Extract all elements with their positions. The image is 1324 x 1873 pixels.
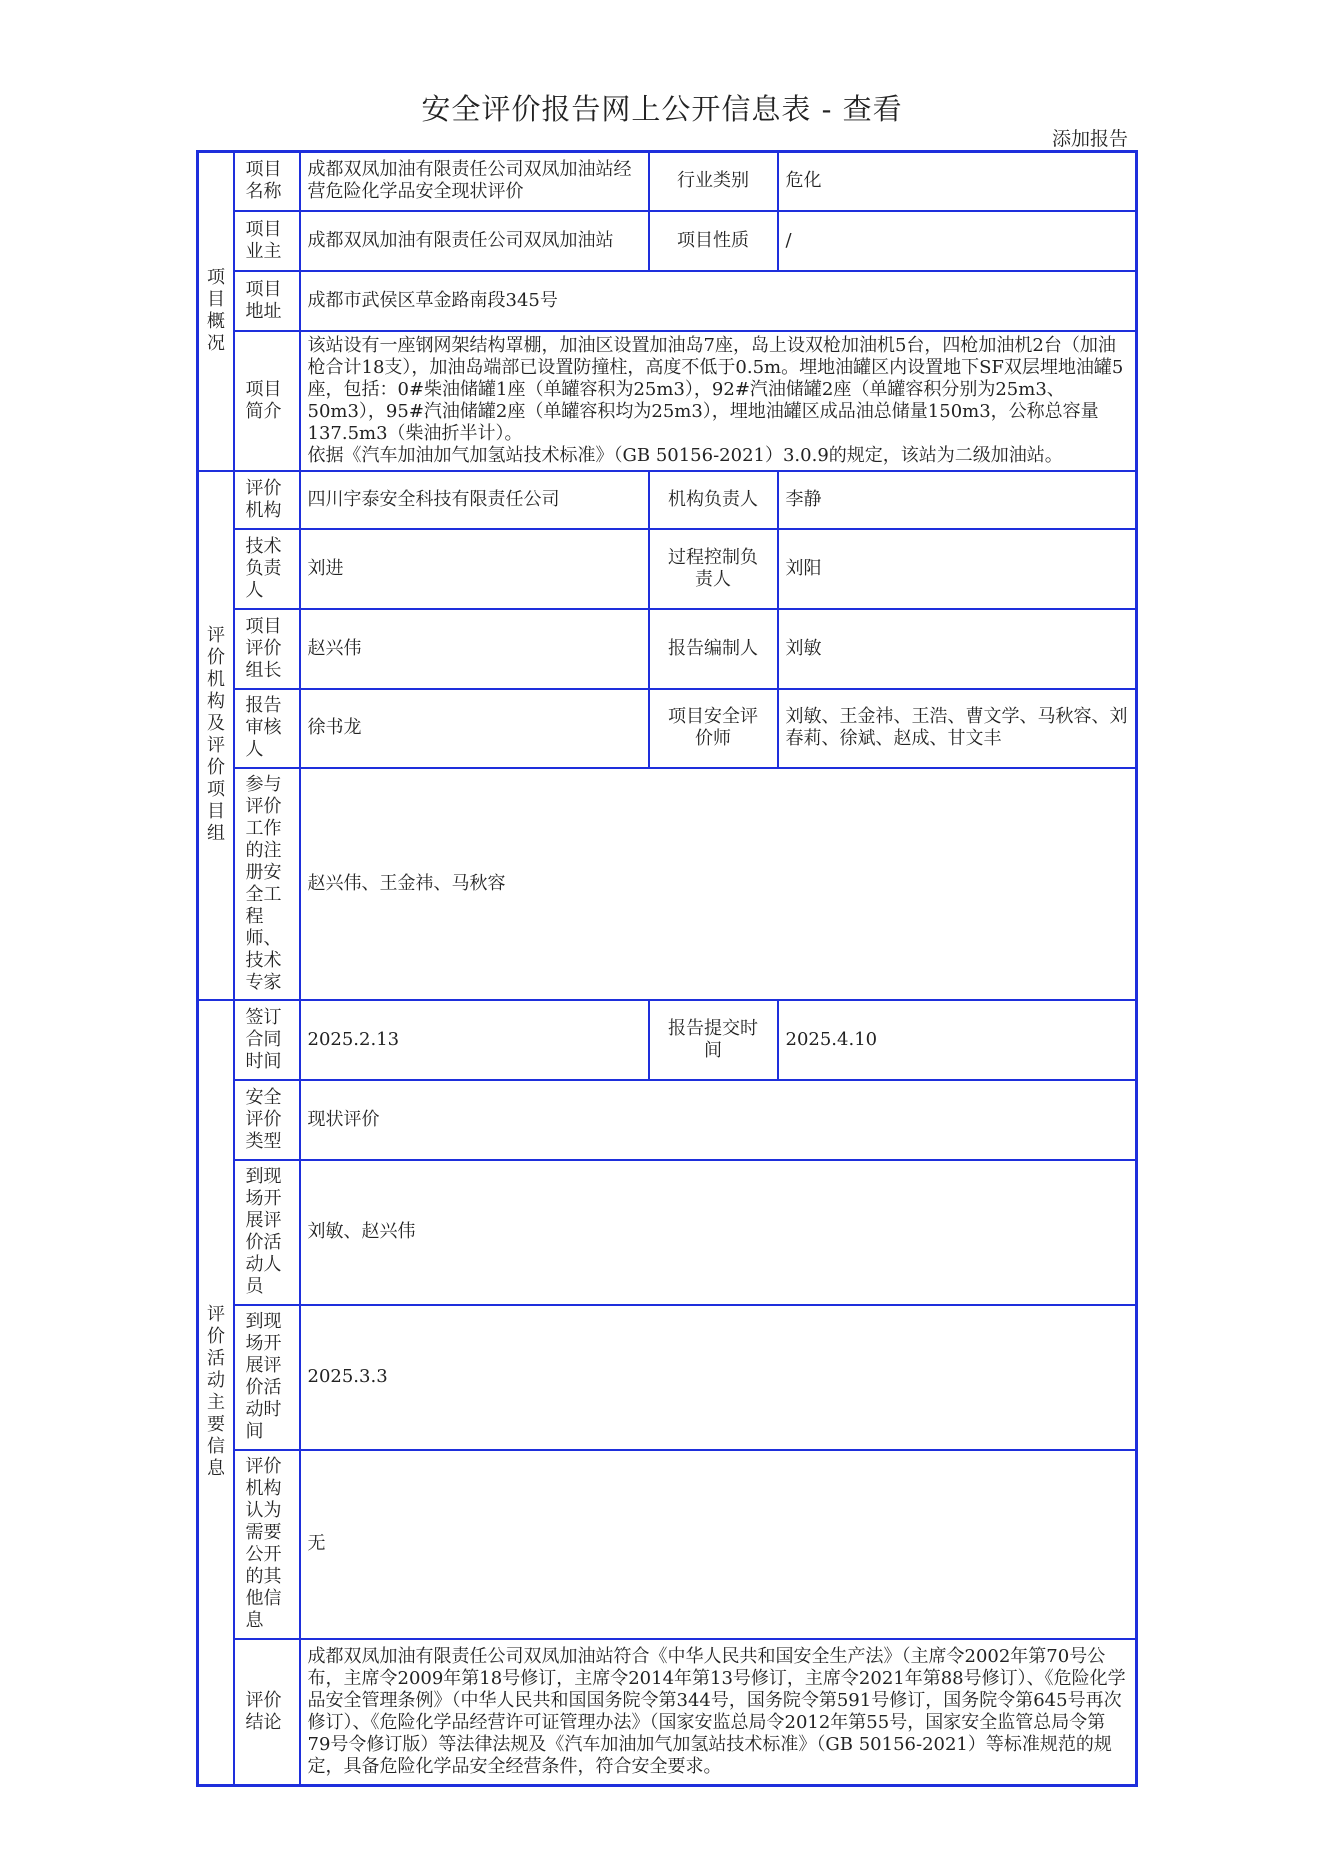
label-engineers: 参与评价工作的注册安全工程师、技术专家 [234, 768, 300, 1000]
label-agency: 评价机构 [234, 471, 300, 529]
info-table [196, 150, 1138, 1787]
row-agency [198, 471, 1137, 529]
row-conclusion [198, 1639, 1137, 1786]
value-project-name: 成都双凤加油有限责任公司双凤加油站经营危险化学品安全现状评价 [300, 152, 649, 211]
value-other-info: 无 [300, 1450, 1137, 1639]
row-team-leader [198, 609, 1137, 689]
row-tech-head [198, 529, 1137, 609]
value-report-author: 刘敏 [778, 609, 1137, 689]
value-site-date: 2025.3.3 [300, 1305, 1137, 1450]
value-industry: 危化 [778, 152, 1137, 211]
add-report-link[interactable]: 添加报告 [1052, 128, 1129, 150]
value-nature: / [778, 211, 1137, 271]
value-site-staff: 刘敏、赵兴伟 [300, 1160, 1137, 1305]
row-owner [198, 211, 1137, 271]
intro-paragraph-2: 依据《汽车加油加气加氢站技术标准》（GB 50156-2021）3.0.9的规定，该站为二级加油站。 [307, 444, 1063, 466]
row-address [198, 271, 1137, 331]
row-site-staff [198, 1160, 1137, 1305]
value-address: 成都市武侯区草金路南段345号 [300, 271, 1137, 331]
section-activity: 评价活动主要信息 [198, 1000, 234, 1786]
label-site-staff: 到现场开展评价活动人员 [234, 1160, 300, 1305]
label-owner: 项目业主 [234, 211, 300, 271]
value-submit-date: 2025.4.10 [778, 1000, 1137, 1080]
label-report-author: 报告编制人 [649, 609, 778, 689]
label-evaluators: 项目安全评价师 [649, 689, 778, 768]
label-site-date: 到现场开展评价活动时间 [234, 1305, 300, 1450]
row-engineers [198, 768, 1137, 1000]
label-address: 项目地址 [234, 271, 300, 331]
label-other-info: 评价机构认为需要公开的其他信息 [234, 1450, 300, 1639]
row-project-name [198, 152, 1137, 211]
value-agency: 四川宇泰安全科技有限责任公司 [300, 471, 649, 529]
row-reviewer [198, 689, 1137, 768]
value-conclusion: 成都双凤加油有限责任公司双凤加油站符合《中华人民共和国安全生产法》（主席令2002年第70号公布，主席令2009年第18号修订，主席令2014年第13号修订，主席令2021年第88号修订）、《危险化学品安全管理条例》（中华人民共和国国务院令第344号，国务院令第591号修订，国务院令第645号再次修订）、《危险化学品经营许可证管理办法》（国家安监总局令2012年第55号，国家安全监管总局令第79号令修订版）等法律法规及《汽车加油加气加氢站技术标准》（GB 50156-2021）等标准规范的规定，具备危险化学品安全经营条件，符合安全要求。 [300, 1639, 1137, 1786]
value-owner: 成都双凤加油有限责任公司双凤加油站 [300, 211, 649, 271]
label-eval-type: 安全评价类型 [234, 1080, 300, 1160]
label-nature: 项目性质 [649, 211, 778, 271]
label-intro: 项目简介 [234, 331, 300, 471]
value-evaluators: 刘敏、王金祎、王浩、曹文学、马秋容、刘春莉、徐斌、赵成、甘文丰 [778, 689, 1137, 768]
value-eval-type: 现状评价 [300, 1080, 1137, 1160]
label-conclusion: 评价结论 [234, 1639, 300, 1786]
value-agency-head: 李静 [778, 471, 1137, 529]
label-submit-date: 报告提交时间 [649, 1000, 778, 1080]
label-contract-date: 签订合同时间 [234, 1000, 300, 1080]
row-intro [198, 331, 1137, 471]
section-org: 评价机构及评价项目组 [198, 471, 234, 1000]
row-eval-type [198, 1080, 1137, 1160]
value-engineers: 赵兴伟、王金祎、马秋容 [300, 768, 1137, 1000]
value-process-head: 刘阳 [778, 529, 1137, 609]
label-process-head: 过程控制负责人 [649, 529, 778, 609]
intro-paragraph-1: 该站设有一座钢网架结构罩棚，加油区设置加油岛7座，岛上设双枪加油机5台，四枪加油机2台（加油枪合计18支），加油岛端部已设置防撞柱，高度不低于0.5m。埋地油罐区内设置地下SF双层埋地油罐5座，包括：0#柴油储罐1座（单罐容积为25m3），92#汽油储罐2座（单罐容积分别为25m3、50m3），95#汽油储罐2座（单罐容积均为25m3），埋地油罐区成品油总储量150m3，公称总容量137.5m3（柴油折半计）。 [307, 334, 1124, 444]
section-overview: 项目概况 [198, 152, 234, 471]
page-title: 安全评价报告网上公开信息表 - 查看 [421, 92, 903, 126]
label-reviewer: 报告审核人 [234, 689, 300, 768]
label-team-leader: 项目评价组长 [234, 609, 300, 689]
label-industry: 行业类别 [649, 152, 778, 211]
label-project-name: 项目名称 [234, 152, 300, 211]
label-agency-head: 机构负责人 [649, 471, 778, 529]
value-contract-date: 2025.2.13 [300, 1000, 649, 1080]
row-site-date [198, 1305, 1137, 1450]
value-intro [300, 331, 1137, 471]
row-other-info [198, 1450, 1137, 1639]
value-reviewer: 徐书龙 [300, 689, 649, 768]
value-team-leader: 赵兴伟 [300, 609, 649, 689]
label-tech-head: 技术负责人 [234, 529, 300, 609]
row-dates [198, 1000, 1137, 1080]
value-tech-head: 刘进 [300, 529, 649, 609]
